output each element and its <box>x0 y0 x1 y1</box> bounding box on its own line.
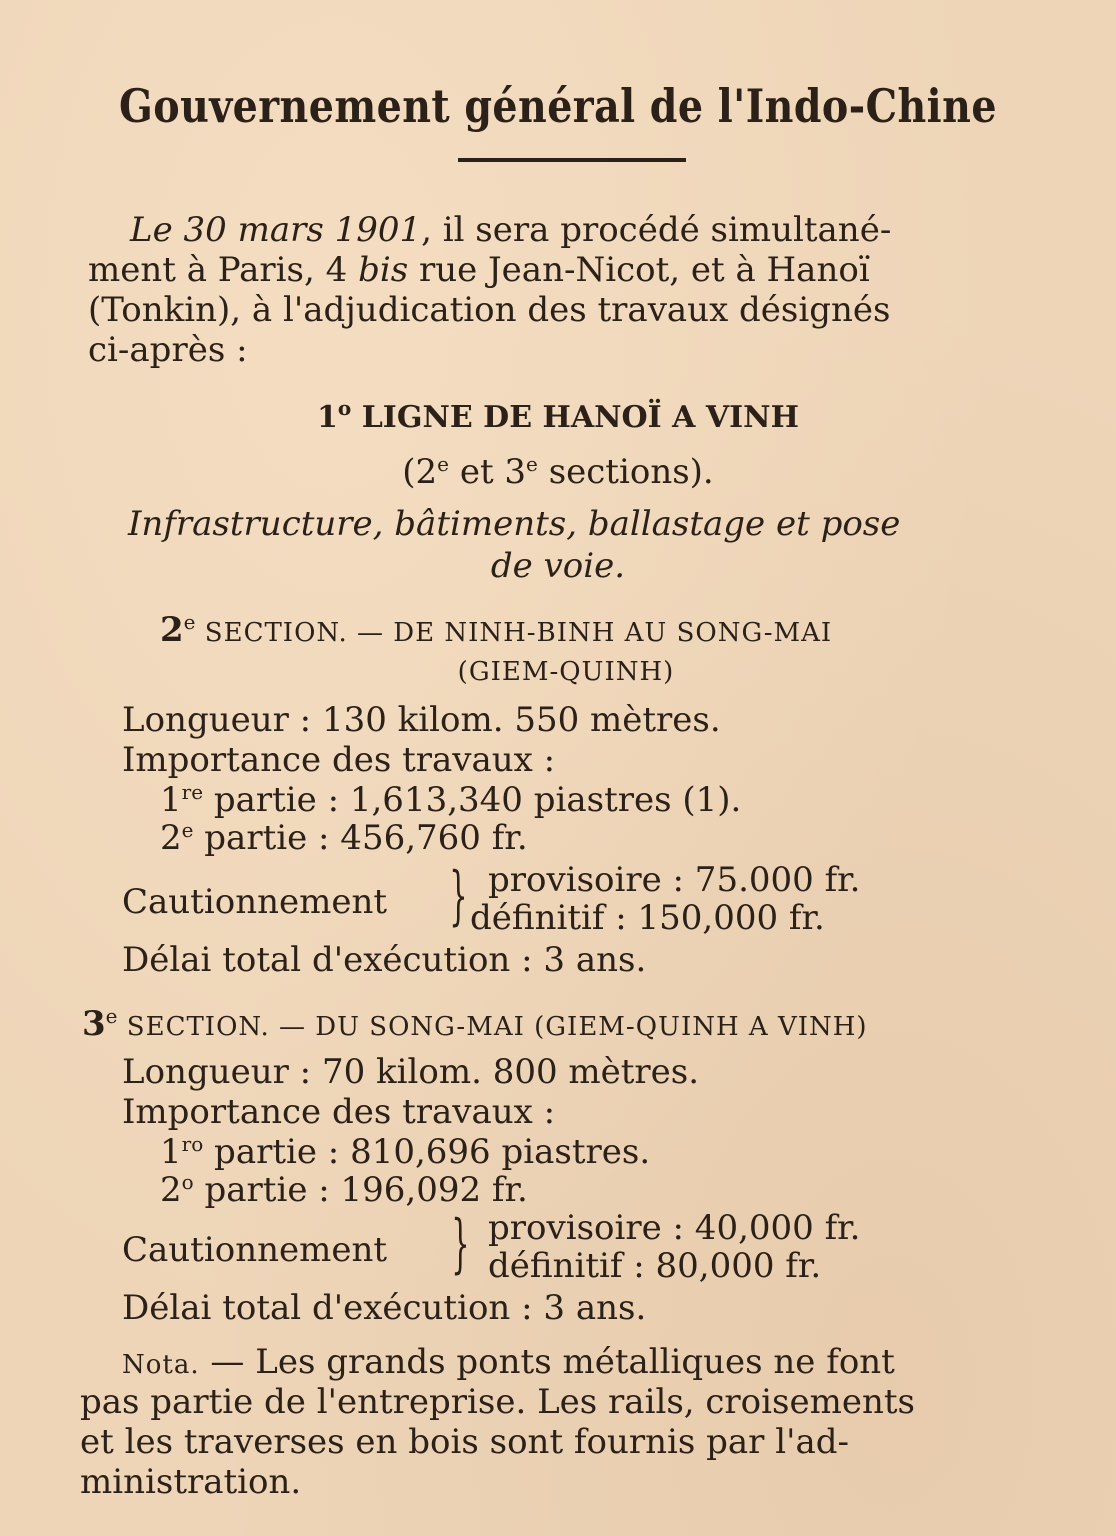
section2-cautionnement: Cautionnement <box>122 882 388 922</box>
ligne-heading-num: 1 <box>317 400 338 435</box>
section2-partie-2 <box>160 818 528 858</box>
section3-heading-text: SECTION. — DU SONG-MAI (GIEM-QUINH A VINH) <box>117 1012 868 1042</box>
nota-line-3: et les traverses en bois sont fournis par l'ad- <box>80 1422 849 1462</box>
section3-sup: e <box>105 1004 118 1028</box>
section2-importance: Importance des travaux : <box>122 740 556 780</box>
ligne-heading-text: LIGNE DE HANOÏ A VINH <box>351 400 799 435</box>
ligne-sections <box>0 452 1116 492</box>
section2-heading-text: SECTION. — DE NINH-BINH AU SONG-MAI <box>195 618 833 648</box>
section3-partie-2 <box>160 1170 528 1210</box>
ligne-heading <box>0 398 1116 438</box>
nota-line-2: pas partie de l'entreprise. Les rails, croisements <box>80 1382 915 1422</box>
intro-line2-post: rue Jean-Nicot, et à Hanoï <box>408 250 870 290</box>
section3-heading <box>82 1004 868 1047</box>
section3-longueur: Longueur : 70 kilom. 800 mètres. <box>122 1052 700 1092</box>
section3-partie1-sup: ro <box>181 1132 204 1156</box>
nota-line1-text: — Les grands ponts métalliques ne font <box>199 1342 895 1382</box>
section3-importance: Importance des travaux : <box>122 1092 556 1132</box>
section2-partie-1 <box>160 780 741 820</box>
intro-bis: bis <box>358 250 409 290</box>
section2-longueur: Longueur : 130 kilom. 550 mètres. <box>122 700 721 740</box>
section3-cautionnement: Cautionnement <box>122 1230 388 1270</box>
section3-provisoire: provisoire : 40,000 fr. <box>488 1208 861 1248</box>
section2-partie1-sup: re <box>181 780 204 804</box>
nota-line-1 <box>122 1342 895 1385</box>
section2-partie1-num: 1 <box>160 780 182 820</box>
title-underline <box>458 158 686 162</box>
intro-line-2 <box>88 250 870 290</box>
section3-partie1-text: partie : 810,696 piastres. <box>203 1132 651 1172</box>
nota-label: Nota. <box>122 1350 200 1380</box>
section3-brace: } <box>451 1207 470 1281</box>
sections-open: (2 <box>402 452 438 492</box>
section3-partie2-text: partie : 196,092 fr. <box>193 1170 528 1210</box>
section2-sup: e <box>183 610 196 634</box>
section2-provisoire: provisoire : 75.000 fr. <box>488 860 861 900</box>
section3-definitif: définitif : 80,000 fr. <box>488 1246 822 1286</box>
intro-date: Le 30 mars 1901 <box>130 210 422 250</box>
section3-partie-1 <box>160 1132 650 1172</box>
sections-sup-2: e <box>526 452 538 476</box>
section3-partie1-num: 1 <box>160 1132 182 1172</box>
intro-line-1 <box>130 210 891 250</box>
intro-line-4: ci-après : <box>88 330 248 370</box>
section2-heading-2: (GIEM-QUINH) <box>457 657 675 687</box>
section2-partie1-text: partie : 1,613,340 piastres (1). <box>203 780 742 820</box>
section3-partie2-num: 2 <box>160 1170 182 1210</box>
section2-partie2-sup: e <box>181 818 194 842</box>
section2-brace: } <box>449 859 468 933</box>
intro-line2-pre: ment à Paris, 4 <box>88 250 359 290</box>
ligne-works-2: de voie. <box>490 546 626 586</box>
section2-partie2-text: partie : 456,760 fr. <box>193 818 528 858</box>
section2-partie2-num: 2 <box>160 818 182 858</box>
section3-partie2-sup: o <box>181 1170 194 1194</box>
sections-close: sections). <box>537 452 714 492</box>
section2-definitif: définitif : 150,000 fr. <box>470 898 825 938</box>
ligne-heading-sup: o <box>337 396 352 420</box>
section2-heading <box>160 610 832 653</box>
intro-line-3: (Tonkin), à l'adjudication des travaux désignés <box>88 290 891 330</box>
section2-delai: Délai total d'exécution : 3 ans. <box>122 940 647 980</box>
nota-line-4: ministration. <box>80 1462 302 1502</box>
page-title: Gouvernement général de l'Indo-Chine <box>119 79 997 133</box>
sections-sup-1: e <box>437 452 450 476</box>
ligne-works-1: Infrastructure, bâtiments, ballastage et pose <box>128 504 901 544</box>
section3-delai: Délai total d'exécution : 3 ans. <box>122 1288 647 1328</box>
intro-line1-rest: , il sera procédé simultané- <box>421 210 892 250</box>
sections-mid: et 3 <box>449 452 527 492</box>
section3-num: 3 <box>82 1004 106 1044</box>
section2-num: 2 <box>160 610 184 650</box>
